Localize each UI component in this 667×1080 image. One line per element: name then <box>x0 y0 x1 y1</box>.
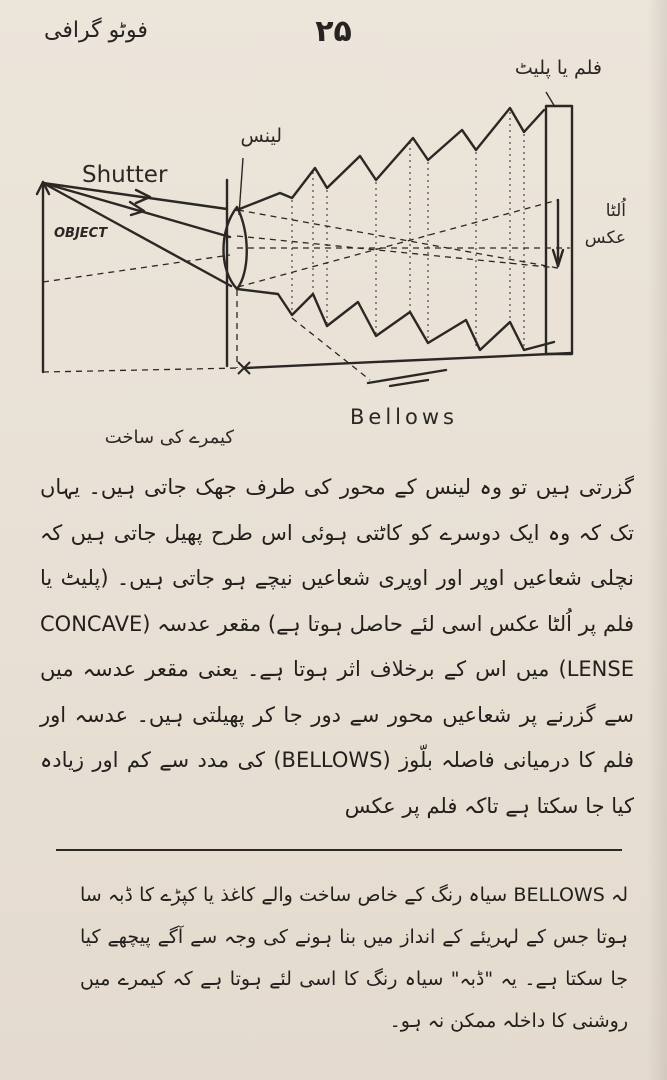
object-bottom-dashed <box>43 255 230 282</box>
body-paragraph: گزرتی ہیں تو وہ لینس کے محور کی طرف جھک جاتی ہیں۔ یہاں تک کہ وہ ایک دوسرے کو کاٹتی ہوئی اس طرح پھیل جاتی ہیں کہ نچلی شعاعیں اوپر اور اوپری شعاعیں نیچے ہو جاتی ہیں۔ (پلیٹ یا فلم پر اُلٹا عکس اسی لئے حاصل ہوتا ہے) مقعر عدسہ (CONCAVE LENSE) میں اس کے برخلاف اثر ہوتا ہے۔ یعنی مقعر عدسہ میں سے گزرنے پر شعاعیں محور سے دور جا کر پھیلتی ہیں۔ عدسہ اور فلم کا درمیانی فاصلہ بلّوز (BELLOWS) کی مدد سے کم اور زیادہ کیا جا سکتا ہے تاکہ فلم پر عکس <box>40 475 634 818</box>
lens-label: لینس <box>240 125 282 147</box>
camera-diagram-svg <box>30 50 630 450</box>
camera-diagram <box>30 50 630 450</box>
running-title: فوٹو گرافی <box>44 18 148 43</box>
baseboard <box>245 353 572 368</box>
footnote-divider <box>56 849 622 851</box>
film-plate-label: فلم یا پلیٹ <box>514 57 602 79</box>
film-label-leader <box>546 92 555 107</box>
bellows-top-edge <box>237 108 544 210</box>
figure-caption: کیمرے کی ساخت <box>104 427 234 448</box>
baseboard-foot <box>368 370 446 383</box>
object-label: OBJECT <box>54 226 108 241</box>
object-base-dashed <box>43 368 240 372</box>
ray-dashed-3 <box>238 200 558 287</box>
baseboard-foot-2 <box>390 380 428 386</box>
bellows-fold-diagonal <box>292 318 370 380</box>
inverted-image-label-line1: اُلٹا <box>605 201 626 221</box>
bellows-label: Bellows <box>350 405 458 429</box>
page-number: ۲۵ <box>315 14 352 49</box>
shutter-label: Shutter <box>82 162 168 188</box>
footnote: لہ BELLOWS سیاہ رنگ کے خاص ساخت والے کاغذ یا کپڑے کا ڈبہ سا ہوتا جس کے لہریئے کے انداز میں بنا ہونے کی وجہ سے آگے پیچھے کیا جا سکتا ہے۔ یہ "ڈبہ" سیاہ رنگ کا اسی لئے ہوتا ہے کہ کیمرے میں روشنی کا داخلہ ممکن نہ ہو۔ <box>80 884 628 1032</box>
bellows-bottom-edge <box>237 289 554 350</box>
lens-label-leader <box>239 158 243 215</box>
inverted-image-label-line2: عکس <box>584 228 626 248</box>
